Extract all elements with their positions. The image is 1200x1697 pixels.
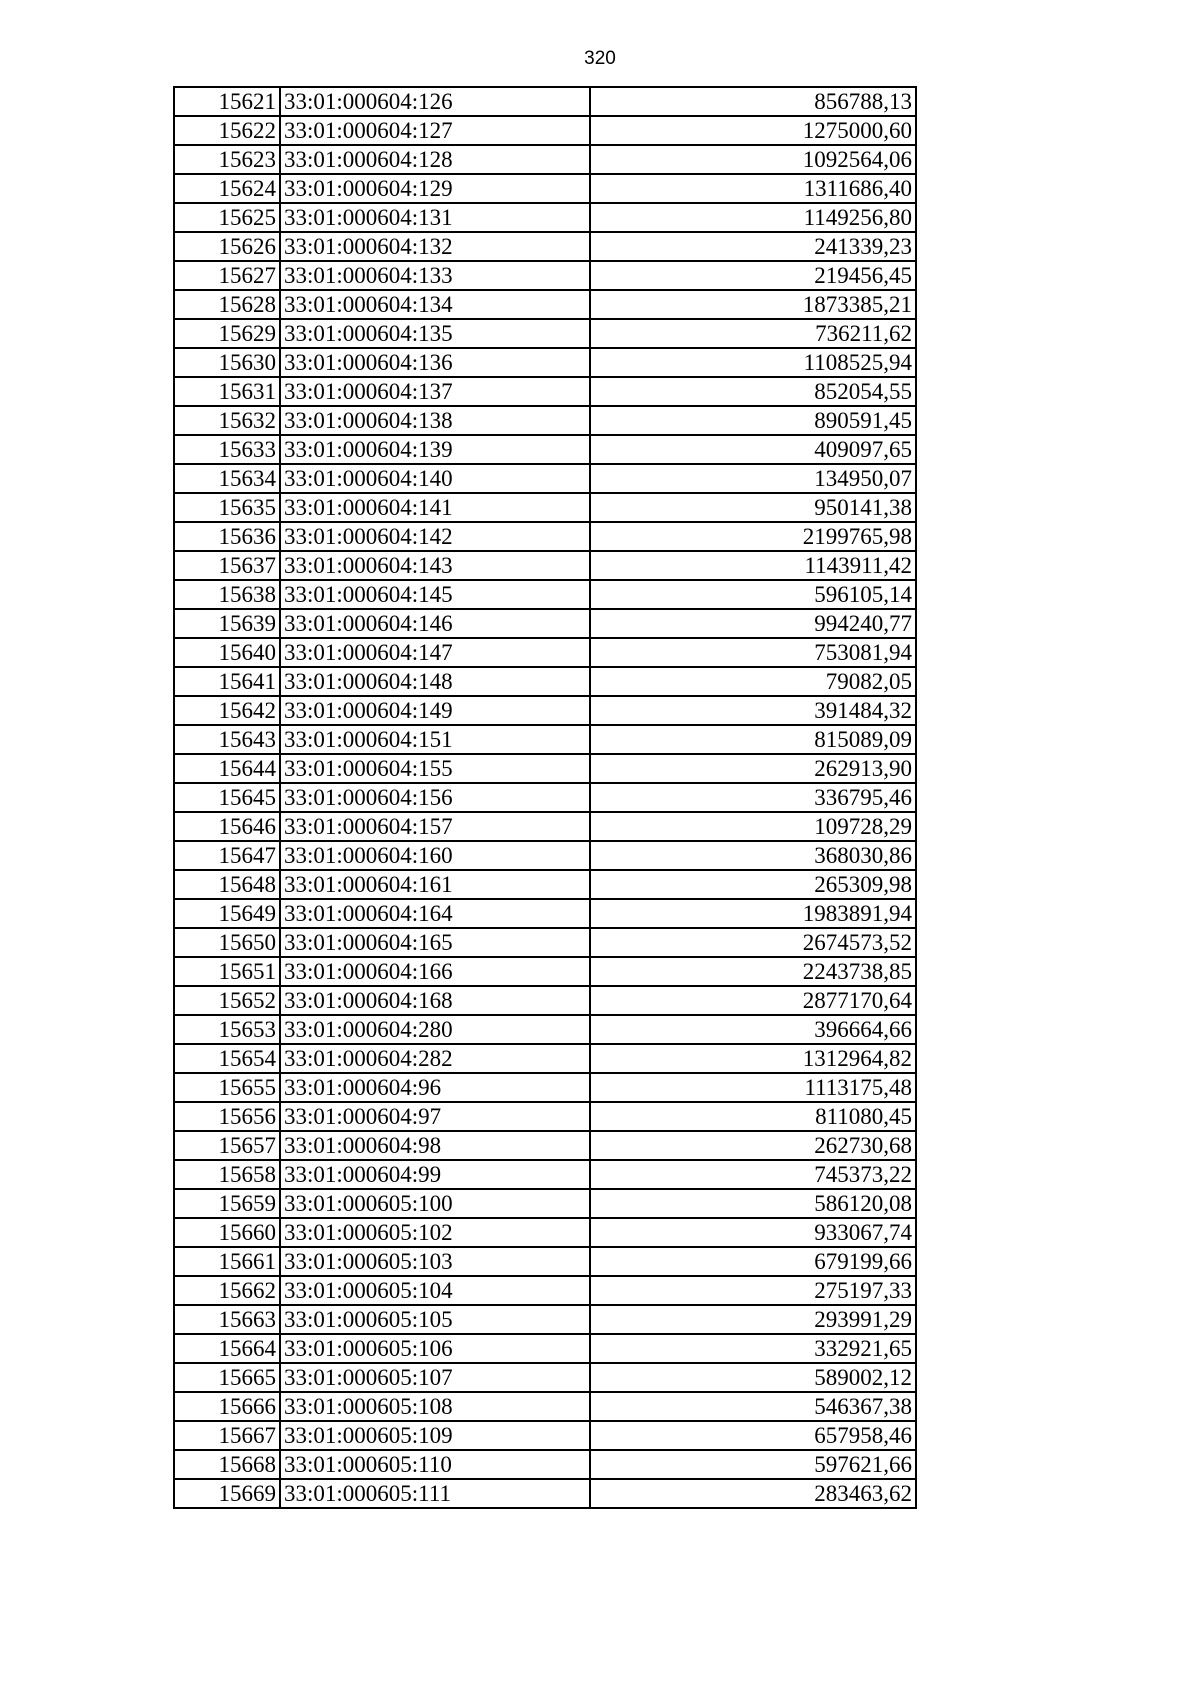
cadastral-number-cell: 33:01:000604:136 [280,348,590,377]
cadastral-number-cell: 33:01:000604:99 [280,1160,590,1189]
cadastral-value-cell: 396664,66 [590,1015,916,1044]
table-row [174,1131,916,1160]
cadastral-value-cell: 2877170,64 [590,986,916,1015]
cadastral-number-cell: 33:01:000604:164 [280,899,590,928]
table-row [174,1015,916,1044]
table-row [174,116,916,145]
table-row [174,261,916,290]
cadastral-value-cell: 852054,55 [590,377,916,406]
table-row [174,928,916,957]
row-number-cell: 15630 [174,348,280,377]
table-row [174,551,916,580]
cadastral-number-cell: 33:01:000604:147 [280,638,590,667]
table-row [174,464,916,493]
row-number-cell: 15667 [174,1421,280,1450]
cadastral-number-cell: 33:01:000604:142 [280,522,590,551]
table-row [174,667,916,696]
cadastral-number-cell: 33:01:000604:282 [280,1044,590,1073]
cadastral-number-cell: 33:01:000604:98 [280,1131,590,1160]
table-row [174,580,916,609]
table-row [174,1247,916,1276]
row-number-cell: 15652 [174,986,280,1015]
cadastral-number-cell: 33:01:000604:166 [280,957,590,986]
table-row [174,1073,916,1102]
row-number-cell: 15650 [174,928,280,957]
row-number-cell: 15649 [174,899,280,928]
cadastral-number-cell: 33:01:000604:165 [280,928,590,957]
row-number-cell: 15640 [174,638,280,667]
cadastral-number-cell: 33:01:000604:148 [280,667,590,696]
row-number-cell: 15644 [174,754,280,783]
row-number-cell: 15625 [174,203,280,232]
cadastral-number-cell: 33:01:000604:139 [280,435,590,464]
cadastral-number-cell: 33:01:000604:97 [280,1102,590,1131]
row-number-cell: 15628 [174,290,280,319]
cadastral-number-cell: 33:01:000604:161 [280,870,590,899]
cadastral-value-cell: 745373,22 [590,1160,916,1189]
row-number-cell: 15634 [174,464,280,493]
cadastral-number-cell: 33:01:000604:126 [280,87,590,116]
table-row [174,87,916,116]
cadastral-number-cell: 33:01:000604:146 [280,609,590,638]
cadastral-number-cell: 33:01:000604:149 [280,696,590,725]
row-number-cell: 15646 [174,812,280,841]
table-row [174,174,916,203]
row-number-cell: 15657 [174,1131,280,1160]
table-row [174,986,916,1015]
cadastral-value-table [173,86,917,1509]
cadastral-value-cell: 586120,08 [590,1189,916,1218]
cadastral-number-cell: 33:01:000604:155 [280,754,590,783]
row-number-cell: 15648 [174,870,280,899]
cadastral-number-cell: 33:01:000604:134 [280,290,590,319]
table-row [174,638,916,667]
cadastral-value-cell: 2243738,85 [590,957,916,986]
table-body [174,87,916,1508]
cadastral-number-cell: 33:01:000604:140 [280,464,590,493]
row-number-cell: 15631 [174,377,280,406]
row-number-cell: 15633 [174,435,280,464]
row-number-cell: 15658 [174,1160,280,1189]
cadastral-number-cell: 33:01:000604:137 [280,377,590,406]
cadastral-value-cell: 134950,07 [590,464,916,493]
cadastral-value-cell: 736211,62 [590,319,916,348]
cadastral-value-cell: 1108525,94 [590,348,916,377]
cadastral-value-cell: 753081,94 [590,638,916,667]
table-row [174,899,916,928]
row-number-cell: 15665 [174,1363,280,1392]
table-row [174,145,916,174]
cadastral-number-cell: 33:01:000604:151 [280,725,590,754]
table-row [174,1421,916,1450]
row-number-cell: 15647 [174,841,280,870]
cadastral-value-cell: 219456,45 [590,261,916,290]
table-row [174,754,916,783]
row-number-cell: 15632 [174,406,280,435]
row-number-cell: 15645 [174,783,280,812]
row-number-cell: 15626 [174,232,280,261]
row-number-cell: 15651 [174,957,280,986]
cadastral-number-cell: 33:01:000604:156 [280,783,590,812]
cadastral-value-cell: 1275000,60 [590,116,916,145]
table-row [174,406,916,435]
row-number-cell: 15629 [174,319,280,348]
cadastral-number-cell: 33:01:000604:138 [280,406,590,435]
cadastral-value-cell: 890591,45 [590,406,916,435]
table-row [174,783,916,812]
cadastral-number-cell: 33:01:000604:133 [280,261,590,290]
table-row [174,1479,916,1508]
row-number-cell: 15668 [174,1450,280,1479]
cadastral-number-cell: 33:01:000604:135 [280,319,590,348]
cadastral-number-cell: 33:01:000605:111 [280,1479,590,1508]
cadastral-number-cell: 33:01:000604:280 [280,1015,590,1044]
row-number-cell: 15639 [174,609,280,638]
row-number-cell: 15638 [174,580,280,609]
table-row [174,1160,916,1189]
row-number-cell: 15642 [174,696,280,725]
table-row [174,493,916,522]
table-row [174,696,916,725]
cadastral-value-cell: 596105,14 [590,580,916,609]
cadastral-value-cell: 815089,09 [590,725,916,754]
cadastral-number-cell: 33:01:000605:107 [280,1363,590,1392]
table-row [174,812,916,841]
cadastral-value-cell: 275197,33 [590,1276,916,1305]
table-row [174,203,916,232]
table-row [174,290,916,319]
cadastral-value-cell: 262913,90 [590,754,916,783]
row-number-cell: 15664 [174,1334,280,1363]
table-row [174,435,916,464]
cadastral-value-cell: 811080,45 [590,1102,916,1131]
cadastral-value-cell: 2199765,98 [590,522,916,551]
row-number-cell: 15637 [174,551,280,580]
cadastral-value-cell: 1113175,48 [590,1073,916,1102]
cadastral-number-cell: 33:01:000604:141 [280,493,590,522]
table-row [174,1392,916,1421]
table-row [174,232,916,261]
row-number-cell: 15666 [174,1392,280,1421]
table-row [174,870,916,899]
cadastral-number-cell: 33:01:000605:108 [280,1392,590,1421]
cadastral-number-cell: 33:01:000605:110 [280,1450,590,1479]
cadastral-number-cell: 33:01:000604:143 [280,551,590,580]
row-number-cell: 15669 [174,1479,280,1508]
table-row [174,1102,916,1131]
row-number-cell: 15623 [174,145,280,174]
row-number-cell: 15643 [174,725,280,754]
cadastral-value-cell: 262730,68 [590,1131,916,1160]
cadastral-value-cell: 933067,74 [590,1218,916,1247]
cadastral-number-cell: 33:01:000604:129 [280,174,590,203]
table-row [174,522,916,551]
cadastral-value-cell: 657958,46 [590,1421,916,1450]
cadastral-value-cell: 1983891,94 [590,899,916,928]
cadastral-number-cell: 33:01:000605:104 [280,1276,590,1305]
cadastral-number-cell: 33:01:000605:109 [280,1421,590,1450]
cadastral-number-cell: 33:01:000604:128 [280,145,590,174]
table-row [174,1276,916,1305]
cadastral-number-cell: 33:01:000604:131 [280,203,590,232]
cadastral-value-cell: 1312964,82 [590,1044,916,1073]
cadastral-value-cell: 1143911,42 [590,551,916,580]
cadastral-value-cell: 1311686,40 [590,174,916,203]
cadastral-value-cell: 856788,13 [590,87,916,116]
row-number-cell: 15660 [174,1218,280,1247]
cadastral-number-cell: 33:01:000605:106 [280,1334,590,1363]
cadastral-number-cell: 33:01:000604:132 [280,232,590,261]
cadastral-value-cell: 597621,66 [590,1450,916,1479]
cadastral-value-cell: 336795,46 [590,783,916,812]
table-row [174,1218,916,1247]
cadastral-value-cell: 265309,98 [590,870,916,899]
cadastral-number-cell: 33:01:000605:100 [280,1189,590,1218]
table-row [174,725,916,754]
row-number-cell: 15621 [174,87,280,116]
table-row [174,1450,916,1479]
row-number-cell: 15661 [174,1247,280,1276]
cadastral-value-cell: 391484,32 [590,696,916,725]
cadastral-number-cell: 33:01:000605:102 [280,1218,590,1247]
cadastral-number-cell: 33:01:000604:96 [280,1073,590,1102]
row-number-cell: 15641 [174,667,280,696]
cadastral-value-cell: 589002,12 [590,1363,916,1392]
cadastral-value-cell: 1092564,06 [590,145,916,174]
cadastral-value-cell: 994240,77 [590,609,916,638]
cadastral-value-cell: 679199,66 [590,1247,916,1276]
row-number-cell: 15656 [174,1102,280,1131]
row-number-cell: 15636 [174,522,280,551]
table-row [174,1305,916,1334]
table-row [174,377,916,406]
table-row [174,348,916,377]
cadastral-value-cell: 283463,62 [590,1479,916,1508]
row-number-cell: 15654 [174,1044,280,1073]
cadastral-value-cell: 2674573,52 [590,928,916,957]
cadastral-number-cell: 33:01:000604:127 [280,116,590,145]
table-row [174,1363,916,1392]
table-row [174,1044,916,1073]
row-number-cell: 15635 [174,493,280,522]
cadastral-value-cell: 241339,23 [590,232,916,261]
cadastral-number-cell: 33:01:000605:103 [280,1247,590,1276]
cadastral-value-cell: 293991,29 [590,1305,916,1334]
page-number: 320 [584,48,616,69]
row-number-cell: 15624 [174,174,280,203]
cadastral-number-cell: 33:01:000605:105 [280,1305,590,1334]
table-row [174,319,916,348]
table-row [174,841,916,870]
cadastral-value-cell: 332921,65 [590,1334,916,1363]
row-number-cell: 15663 [174,1305,280,1334]
row-number-cell: 15653 [174,1015,280,1044]
row-number-cell: 15655 [174,1073,280,1102]
cadastral-value-cell: 1149256,80 [590,203,916,232]
cadastral-number-cell: 33:01:000604:145 [280,580,590,609]
cadastral-number-cell: 33:01:000604:168 [280,986,590,1015]
cadastral-value-cell: 79082,05 [590,667,916,696]
table-row [174,1334,916,1363]
table-row [174,609,916,638]
row-number-cell: 15627 [174,261,280,290]
table-row [174,957,916,986]
row-number-cell: 15622 [174,116,280,145]
cadastral-value-cell: 109728,29 [590,812,916,841]
cadastral-value-cell: 368030,86 [590,841,916,870]
cadastral-value-cell: 546367,38 [590,1392,916,1421]
cadastral-value-cell: 950141,38 [590,493,916,522]
cadastral-number-cell: 33:01:000604:160 [280,841,590,870]
cadastral-value-cell: 409097,65 [590,435,916,464]
cadastral-number-cell: 33:01:000604:157 [280,812,590,841]
row-number-cell: 15659 [174,1189,280,1218]
table-row [174,1189,916,1218]
cadastral-value-cell: 1873385,21 [590,290,916,319]
row-number-cell: 15662 [174,1276,280,1305]
